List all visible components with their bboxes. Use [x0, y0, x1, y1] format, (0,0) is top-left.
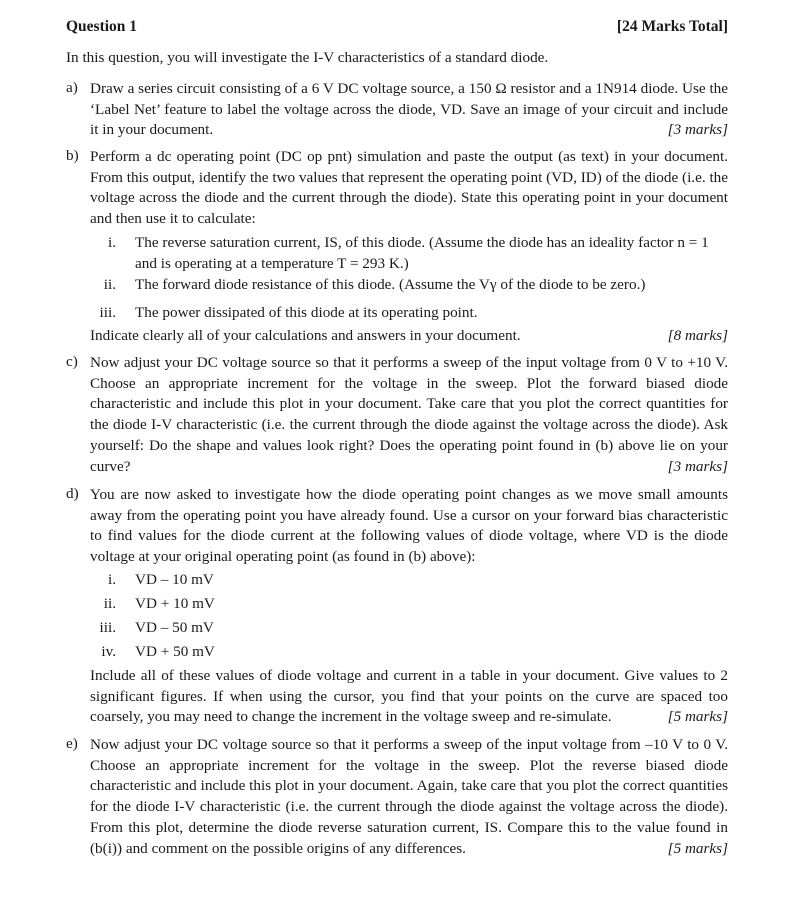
part-a-label: a) — [66, 79, 78, 96]
part-d-closing: Include all of these values of diode voltage and current in a table in your document. Give values to 2 significant figures. If when using the cursor, you find that your points on the curve are spaced too coarsely, you may need to change the increment in the voltage sweep and re-simulate. [5 marks] — [90, 666, 728, 728]
part-e-marks: [5 marks] — [667, 839, 728, 857]
part-b-closing: Indicate clearly all of your calculations and answers in your document. [8 marks] — [90, 327, 728, 344]
part-c-text: Now adjust your DC voltage source so that it performs a sweep of the input voltage from 0 V to +10 V. Choose an appropriate increment for the voltage in the sweep. Plot the forward biased diode characteristic and include this plot in your document. Take care that you plot the correct quantities for the diode I-V characteristic (i.e. the current through the diode against the voltage across the diode). Ask yourself: Do the shape and values look right? Does the operating point found in (b) above lie on your curve? — [90, 354, 728, 475]
part-c-marks: [3 marks] — [667, 457, 728, 475]
part-d-marks: [5 marks] — [667, 708, 728, 726]
part-d-label: d) — [66, 485, 79, 502]
part-c-label: c) — [66, 353, 78, 370]
part-e-text: Now adjust your DC voltage source so that it performs a sweep of the input voltage from –10 V to 0 V. Choose an appropriate increment for the voltage in the sweep. Plot the reverse biased diode characteristic and include this plot in your document. Again, take care that you plot the correct quantities for the diode I-V characteristic (i.e. the current through the diode against the voltage across the diode). From this plot, determine the diode reverse saturation current, IS. Compare this to the value found in (b(i)) and comment on the possible origins of any differences. — [90, 736, 728, 857]
part-b-label: b) — [66, 147, 79, 164]
question-title: Question 1 — [66, 18, 138, 35]
part-a-text: Draw a series circuit consisting of a 6 V DC voltage source, a 150 Ω resistor and a 1N914 diode. Use the ‘Label Net’ feature to label the voltage across the diode, VD. Save an image of your circuit and include it in your document. — [90, 80, 728, 139]
part-a-marks: [3 marks] — [667, 121, 728, 139]
question-header — [66, 18, 728, 42]
document-page: Question 1 [24 Marks Total] In this question, you will investigate the I-V characteristics of a standard diode. a) Draw a series circuit consisting of a 6 V DC voltage source, a 150 Ω resistor and a 1N914 diode. Use the ‘Label Net’ feature to label the voltage across the diode, VD. Save an image of your circuit and include it in your document. [3 marks] b) Perform a dc operating point (DC op pnt) simulation and paste the output (as text) in your document. From this output, identify the two values that represent the operating point (VD, ID) of the diode (i.e. the voltage across the diode and the current through the diode). State this operating point in your document and then use it to calculate: i. The reverse saturation current, IS, of this diode. (Assume the diode has an ideality factor n = 1 and is operating at a temperature T = 293 K.) ii. The forward diode resistance of this diode. (Assume the Vγ of the diode to be zero.) iii. The power dissipated of this diode at its operating point. Indicate clearly all of your calculations and answers in your document. [8 marks] c) Now adjust your DC voltage source so that it performs a sweep of the input voltage from 0 V to +10 V. Choose an appropriate increment for the voltage in the sweep. Plot the forward biased diode characteristic and include this plot in your document. Take care that you plot the correct quantities for the diode I-V characteristic (i.e. the current through the diode against the voltage across the diode). Ask yourself: Do the shape and values look right? Does the operating point found in (b) above lie on your curve? [3 marks] d) You are now asked to investigate how the diode operating point changes as we move small amounts away from the operating point you have already found. Use a cursor on your forward bias characteristic to find values for the diode current at the following values of diode voltage, where VD is the diode voltage at your original operating point (as found in (b) above): i. VD – 10 mV ii. VD + 10 mV iii. VD – 50 mV iv. VD + 50 mV Include all of these values of diode voltage and current in a table in your document. Give values to 2 significant figures. If when using the cursor, you find that your points on the curve are spaced too coarsely, you may need to change the increment in the voltage sweep and re-simulate. [5 marks] e) Now adjust your DC voltage source so that it performs a sweep of the input voltage from –10 V to 0 V. Choose an appropriate increment for the voltage in the sweep. Plot the reverse biased diode characteristic and include this plot in your document. Again, take care that you plot the correct quantities for the diode I-V characteristic (i.e. the current through the diode against the voltage across the diode). From this plot, determine the diode reverse saturation current, IS. Compare this to the value found in (b(i)) and comment on the possible origins of any differences. [5 marks] — [0, 0, 794, 909]
intro-text: In this question, you will investigate the I-V characteristics of a standard diode. — [66, 49, 549, 66]
part-b-text: Perform a dc operating point (DC op pnt) simulation and paste the output (as text) in your document. From this output, identify the two values that represent the operating point (VD, ID) of the diode (i.e. the voltage across the diode and the current through the diode). State this operating point in your document and then use it to calculate: — [90, 148, 728, 228]
part-d-text: You are now asked to investigate how the diode operating point changes as we move small amounts away from the operating point you have already found. Use a cursor on your forward bias characteristic to find values for the diode current at the following values of diode voltage, where VD is the diode voltage at your original operating point (as found in (b) above): — [90, 486, 728, 566]
part-e-label: e) — [66, 735, 78, 752]
total-marks: [24 Marks Total] — [616, 18, 728, 35]
part-b-marks: [8 marks] — [667, 327, 728, 344]
